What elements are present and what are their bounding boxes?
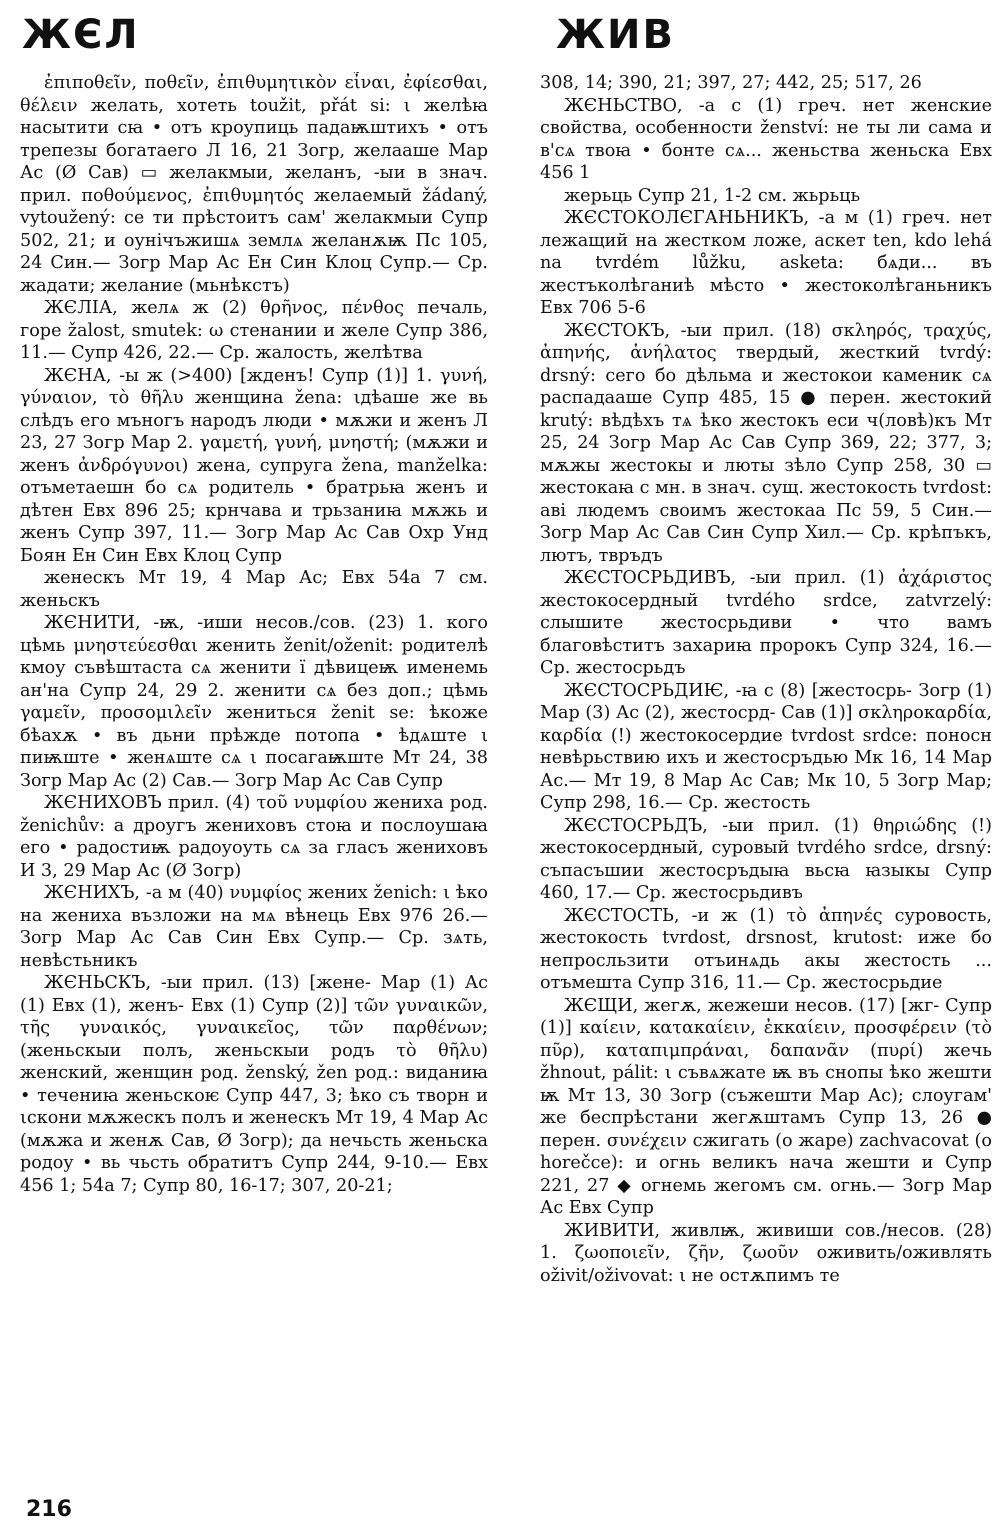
dictionary-entry: ЖЄНИТИ, -ѭ, -иши несов./сов. (23) 1. кого цѣмь μνηστεύεσθαι женить ženit/oženit: родителѣ кмоу съвѣштаста сѧ женити ї дѣвицеѭ именемь ан'на Супр 24, 29 2. женити сѧ без доп.; цѣмь γαμεῖν, προσομιλεῖν жениться ženit se: ѣкоже бѣахѫ • въ дьни прѣжде потопа • ѣдѧште ι пиѭште • женѧште сѧ ι посагаѭште Мт 24, 38 Зогр Мар Ас (2) Сав.— Зогр Мар Ас Сав Супр [20,613,488,791]
dictionary-entry: ЖЄНИХЪ, -а м (40) νυμφίος жених ženich: ι ѣко на жениха възложи на мѧ вѣнець Евх 976 26.— Зогр Мар Ас Сав Син Евх Супр.— Ср. зѧть, невѣстьникъ [20,883,488,971]
dictionary-entry: жерьць Супр 21, 1-2 см. жьрьць [564,185,861,206]
dictionary-entry: ЖЄСТОКЪ, -ыи прил. (18) σκληρός, τραχύς, ἀπηνής, ἀνήλατος твердый, жесткий tvrdý: drsný: сего бо дѣльма и жестокои каменик сѧ распадааше Супр 485, 15 ● перен. жестокий krutý: вѣдѣхъ тѧ ѣко жестокъ еси ч(ловѣ)къ Мт 25, 24 Зогр Мар Ас Сав Супр 369, 22; 377, 3; мѫжы жестокы и люты зѣло Супр 258, 30 ▭ жестокаꙗ с мн. в знач. сущ. жестокость tvrdost: аві людемъ своимъ жестокаа Пс 59, 5 Син.— Зогр Мар Ас Сав Син Супр Хил.— Ср. крѣпъкъ, лютъ, твръдъ [540,320,992,566]
page-number: 216 [26,1497,72,1522]
dictionary-entry: ЖЄСТОСРЬДИѤ, -ꙗ с (8) [жестосрь- Зогр (1) Мар (3) Ас (2), жестосрд- Сав (1)] σκληροκαρδία, καρδία (!) жестокосердие tvrdost srdce: поносн невѣрьствию ихъ и жестосръдью Мк 16, 14 Мар Ас.— Мт 19, 8 Мар Ас Сав; Мк 10, 5 Зогр Мар; Супр 298, 16.— Ср. жестость [540,680,992,813]
dictionary-entry: ἐπιποθεῖν, ποθεῖν, ἐπιθυμητικὸν εἶναι, ἐφίεσθαι, θέλειν желать, хотеть toužit, přát si: ι желѣꙗ насытити сꙗ • отъ кроупиць падаѭштихъ • отъ трепезы богатаего Л 16, 21 Зогр, желааше Мар Ас (Ø Сав) ▭ желакмыи, желанъ, -ыи в знач. прил. ποθούμενος, ἐπιθυμητός желаемый žádaný, vytoužený: се ти прѣстоитъ сам' желакмыи Супр 502, 21; и оунічъжишѧ землѧ желанѫѭ Пс 105, 24 Син.— Зогр Мар Ас Ен Син Клоц Супр.— Ср. жадати; желание (мьнѣкстъ) [20,73,488,296]
dictionary-entry: ЖИВИТИ, живлѭ, живиши сов./несов. (28) 1. ζωοποιεῖν, ζῆν, ζωοῦν оживить/оживлять oživit/oživovat: ι не остѫпимъ те [540,1220,992,1286]
dictionary-entry: ЖЄНА, -ы ж (>400) [жденъ! Супр (1)] 1. γυνή, γύναιον, τὸ θῆλυ женщина žena: ιдѣаше же вь слѣдъ его мъногъ народъ люди • мѫжи и женъ Л 23, 27 Зогр Мар 2. γαμετή, γυνή, μνηστή; (мѫжи и женъ ἀνδρόγυνοι) жена, супруга žena, manželka: отъметаешн бо сѧ родитель • братрьꙗ женъ и дѣтен Евх 896 25; крнчава и трьзаниꙗ мѫжь и женъ Супр 397, 11.— Зогр Мар Ас Сав Охр Унд Боян Ен Син Евх Клоц Супр [20,365,488,566]
dictionary-entry: ЖЄСТОКОЛЄГАНЬНИКЪ, -а м (1) греч. нет лежащий на жестком ложе, аскет ten, kdo lehá na tvrdém lůžku, asketa: бѧди... въ жестъколѣганиѣ мѣсто • жестоколѣганьникъ Евх 706 5-6 [540,208,992,318]
dictionary-entry: ЖЄЛІА, желѧ ж (2) θρῆνος, πένθος печаль, горе žalost, smutek: ω стенании и желе Супр 386, 11.— Супр 426, 22.— Ср. жалость, желѣтва [20,298,488,363]
dictionary-entry: женескъ Мт 19, 4 Мар Ас; Евх 54а 7 см. женьскъ [20,568,488,611]
dictionary-entry: ЖЄСТОСТЬ, -и ж (1) τὸ ἀπηνές суровость, жестокость tvrdost, drsnost, krutost: иже бо непросльзити отъинѧдь акы жестость ... отъмешта Супр 316, 11.— Ср. жестосрьдие [540,905,992,993]
dictionary-entry: ЖЄНЬСТВО, -а с (1) греч. нет женские свойства, особенности ženství: не ты ли сама и в'сѧ твоꙗ • бонте сѧ... женьства женьска Евх 456 1 [540,95,992,183]
right-column [540,72,992,1492]
dictionary-entry: ЖЄНЬСКЪ, -ыи прил. (13) [жене- Мар (1) Ас (1) Евх (1), женъ- Евх (1) Супр (2)] τῶν γυναικῶν, τῆς γυναικός, γυναικεῖος, τῶν παρθένων; (женьскыи полъ, женьскыи родъ τὸ θῆλυ) женский, женщин род. ženský, žen род.: виданиꙗ • течениꙗ женьскоѥ Супр 447, 3; ѣко съ творн и ιскони мѫжескъ полъ и женескъ Мт 19, 4 Мар Ас (мѫжа и женѫ Сав, Ø Зогр); да нечьсть женьска родоу • вь чьсть обратитъ Супр 244, 9-10.— Евх 456 1; 54а 7; Супр 80, 16-17; 307, 20-21; [20,973,488,1196]
running-head-left: ЖЄЛ [22,12,140,58]
left-column [20,72,488,1492]
running-head-right: ЖИВ [556,12,675,58]
dictionary-entry: 308, 14; 390, 21; 397, 27; 442, 25; 517, 26 [540,73,922,93]
dictionary-entry: ЖЄЩИ, жегѫ, жежеши несов. (17) [жг- Супр (1)] καίειν, κατακαίειν, ἐκκαίειν, προσφέρειν (τὸ πῦρ), καταπιμπράναι, δαπανᾶν (πυρί) жечь žhnout, pálit: ι съвѧжате ѭ въ снопы ѣко жешти ѭ Мт 13, 30 Зогр (съжешти Мар Ас); слоугам' же беспрѣстани жегѫштамъ Супр 13, 26 ● перен. συνέχειν сжигать (о жаре) zachvacovat (o horečce): и огнь великъ нача жешти и Супр 221, 27 ◆ огнемь жегомъ см. огнь.— Зогр Мар Ас Евх Супр [540,995,992,1218]
dictionary-entry: ЖЄСТОСРЬДИВЪ, -ыи прил. (1) ἀχάριστος жестокосердный tvrdého srdce, zatvrzelý: слышите жестосрьдиви • что вамъ благовѣститъ захариꙗ пророкъ Супр 324, 16.— Ср. жестосрьдъ [540,568,992,678]
dictionary-entry: ЖЄСТОСРЬДЪ, -ыи прил. (1) θηριώδης (!) жестокосердный, суровый tvrdého srdce, drsný: съпасъшии жестосръдыꙗ вьсꙗ ꙗзыкы Супр 460, 17.— Ср. жестосрьдивъ [540,815,992,903]
dictionary-entry: ЖЄНИХОВЪ прил. (4) τοῦ νυμφίου жениха род. ženichův: а дроугъ жениховъ стоꙗ и послоушаꙗ его • радостиѭ радоуоуть сѧ за гласъ жениховъ И 3, 29 Мар Ас (Ø Зогр) [20,793,488,881]
